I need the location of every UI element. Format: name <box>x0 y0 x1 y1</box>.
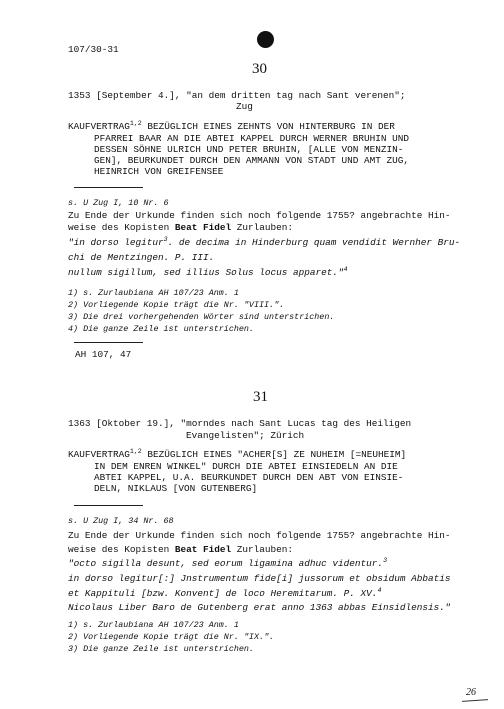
separator-rule <box>74 505 143 506</box>
doc31-date-line: 1363 [Oktober 19.], "morndes nach Sant Lucas tag des Heiligen <box>68 418 412 429</box>
doc31-quote-line: Nicolaus Liber Baro de Gutenberg erat anno 1363 abbas Einsidlensis." <box>68 602 451 613</box>
doc30-title-line: DESSEN SÖHNE ULRICH UND PETER BRUHIN, [ALLE VON MENZIN- <box>94 144 404 155</box>
doc30-title-first-line: KAUFVERTRAG$^{1,2}$ BEZÜGLICH EINES ZEHNTS VON HINTERBURG IN DER <box>68 119 395 132</box>
doc30-place: Zug <box>236 101 253 112</box>
punch-hole-dot <box>257 31 274 48</box>
archive-reference: AH 107, 47 <box>75 349 132 360</box>
doc30-footnote: 1) s. Zurlaubiana AH 107/23 Anm. 1 <box>68 288 239 298</box>
doc31-note-line: Zu Ende der Urkunde finden sich noch folgende 1755? angebrachte Hin- <box>68 530 451 541</box>
doc30-title-line: GEN], BEURKUNDET DURCH DEN AMMANN VON STADT UND AMT ZUG, <box>94 155 410 166</box>
doc30-title-line: HEINRICH VON GREIFENSEE <box>94 166 224 177</box>
document-reference: 107/30-31 <box>68 44 119 55</box>
doc31-quote-line: et Kappituli [bzw. Konvent] de loco Heremitarum. P. XV.$^4$ <box>68 586 382 599</box>
doc31-footnote: 1) s. Zurlaubiana AH 107/23 Anm. 1 <box>68 620 239 630</box>
doc30-quote-line: "in dorso legitur$^3$. de decima in Hinderburg quam vendidit Wernher Bru- <box>68 235 461 248</box>
doc31-date-line: Evangelisten"; Zürich <box>186 430 305 441</box>
doc30-date-line: 1353 [September 4.], "an dem dritten tag nach Sant verenen"; <box>68 90 406 101</box>
doc31-title-line: ABTEI KAPPEL, U.A. BEURKUNDET DURCH DEN ABT VON EINSIE- <box>94 472 404 483</box>
doc30-note-line: Zu Ende der Urkunde finden sich noch folgende 1755? angebrachte Hin- <box>68 210 451 221</box>
separator-rule <box>74 187 143 188</box>
handwritten-page-number: 26 <box>466 687 476 698</box>
doc30-source: s. U Zug I, 10 Nr. 6 <box>68 198 169 208</box>
doc31-title-line: IN DEM ENREN WINKEL" DURCH DIE ABTEI EINSIEDELN AN DIE <box>94 461 398 472</box>
doc30-title-line: PFARREI BAAR AN DIE ABTEI KAPPEL DURCH WERNER BRUHIN UND <box>94 133 410 144</box>
doc31-title-first-line: KAUFVERTRAG$^{1,2}$ BEZÜGLICH EINES "ACHER[S] ZE NUHEIM [=NEUHEIM] <box>68 447 407 460</box>
doc30-footnote: 4) Die ganze Zeile ist unterstrichen. <box>68 324 254 334</box>
separator-rule <box>74 342 143 343</box>
doc30-footnote: 2) Vorliegende Kopie trägt die Nr. "VIII.". <box>68 300 285 310</box>
doc31-quote-line: "octo sigilla desunt, sed eorum ligamina adhuc videntur.$^3$ <box>68 556 388 569</box>
doc31-footnote: 2) Vorliegende Kopie trägt die Nr. "IX.". <box>68 632 275 642</box>
doc30-quote-line: nullum sigillum, sed illius Solus locus apparet."$^4$ <box>68 265 348 278</box>
doc31-quote-line: in dorso legitur[:] Jnstrumentum fide[i] jussorum et obsidum Abbatis <box>68 573 451 584</box>
document-number-31: 31 <box>253 389 268 405</box>
doc30-quote-line: chi de Mentzingen. P. III. <box>68 252 215 263</box>
doc31-note-line: weise des Kopisten Beat Fidel Zurlauben: <box>68 544 294 555</box>
document-number-30: 30 <box>252 61 267 77</box>
doc31-source: s. U Zug I, 34 Nr. 68 <box>68 516 174 526</box>
doc30-footnote: 3) Die drei vorhergehenden Wörter sind unterstrichen. <box>68 312 335 322</box>
doc30-note-line: weise des Kopisten Beat Fidel Zurlauben: <box>68 222 294 233</box>
doc31-footnote: 3) Die ganze Zeile ist unterstrichen. <box>68 644 254 654</box>
handwritten-underline <box>462 699 488 702</box>
doc31-title-line: DELN, NIKLAUS [VON GUTENBERG] <box>94 483 258 494</box>
